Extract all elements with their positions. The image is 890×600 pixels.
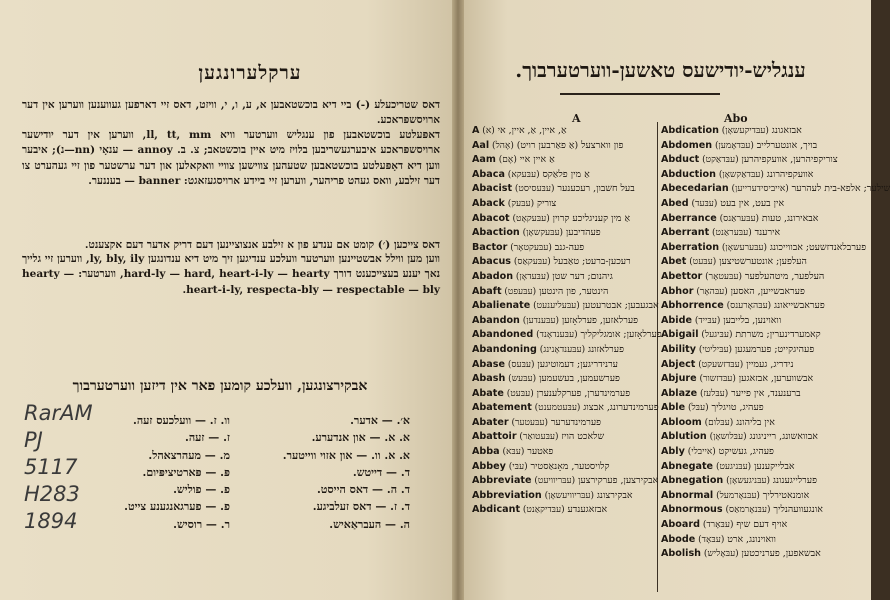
definition: פערלאזונג (588, 343, 624, 355)
dictionary-entry (661, 460, 861, 475)
dictionary-entry (661, 285, 861, 300)
definition: אבקירצען, פערקירצען (577, 475, 659, 487)
headword: Abnegate (661, 460, 714, 472)
definition: העלפען; אונטערשטיצען (719, 256, 807, 268)
paragraph-1: דאס שטריכעלע (-) ביי דיא בוכשטאבען א, ע, ו, י, וויזט, דאס זיי דארפען געווענען ווערען אין דער ארויסשפּראכע. (22, 99, 440, 127)
headword: Abduct (661, 154, 700, 166)
dictionary-entry (661, 182, 890, 197)
definition: ערנידריגען; דעמוטיגען (537, 358, 618, 370)
dictionary-entry (472, 299, 659, 314)
headword: Abode (661, 533, 696, 545)
headword: Abacus (472, 256, 511, 268)
pronunciation: (עבּעטמענט) (531, 403, 584, 414)
dictionary-entry (661, 197, 861, 212)
headword: Abettor (661, 270, 703, 282)
dictionary-entry (472, 401, 659, 416)
headword: Abnegation (661, 475, 724, 487)
definition: אויף דעם שיף (736, 519, 788, 531)
headword: Abecedarian (661, 183, 729, 195)
headword: Aal (472, 139, 490, 151)
pronunciation: (עבּריוויעט) (531, 476, 578, 487)
headword: Abate (472, 387, 504, 399)
headword: Aam (472, 154, 496, 166)
definition: בעל חשבון, רעכענער (557, 183, 635, 195)
dictionary-entry (472, 343, 656, 358)
definition: וואוינונג, ארט (727, 533, 776, 545)
headword: Abalienate (472, 300, 531, 312)
headword: Abide (661, 314, 692, 326)
headword: Abed (661, 197, 689, 209)
pronunciation: (עבּעס) (504, 359, 538, 370)
headword: Abhor (661, 285, 694, 297)
definition: פערשעמען, בעשעמען (538, 373, 620, 385)
dictionary-entry (472, 387, 656, 402)
abbreviations-column-left (110, 412, 230, 533)
call-number-line: 5117 (24, 455, 78, 479)
pronunciation: (עבּעד) (688, 198, 721, 209)
abbreviation: א. א. — און אנדערע. (311, 431, 410, 445)
pronunciation: (עבּריוויעשאָן) (541, 490, 597, 501)
pronunciation: (עבּי) (505, 461, 531, 472)
pronunciation: (עבּענדאָנינג) (536, 344, 588, 355)
definition: פעהיג, טויגליך (711, 402, 764, 414)
pronunciation: (א) (479, 126, 498, 136)
definition: שילער; אלפא-בית לעהרער (791, 183, 890, 195)
abbreviation: פ. — פוליש. (173, 483, 230, 497)
headword: Able (661, 402, 686, 414)
dictionary-entry (661, 474, 861, 489)
dictionary-entry (661, 226, 861, 241)
running-head: Abo (724, 112, 748, 125)
headword: Abash (472, 373, 506, 385)
pronunciation: (עבּעטאָר) (702, 271, 745, 282)
headword: Abjure (661, 373, 697, 385)
dictionary-column-2 (661, 124, 890, 562)
headword: Abaca (472, 168, 505, 180)
pronunciation: (עבּנאָרמאַס) (722, 505, 774, 516)
dictionary-entry (472, 474, 659, 489)
pronunciation: (עבּעש) (505, 374, 539, 385)
dictionary-entry (661, 518, 861, 533)
pronunciation: (עבּעראַנט) (709, 228, 755, 239)
abbreviation: ד. ז. — דאס זעלביגע. (312, 500, 410, 514)
headword: Aback (472, 197, 505, 209)
abbreviation: א. א. וו. — און אזוי ווייטער. (282, 448, 410, 462)
definition: העלפער, מיטהעלפער (744, 270, 825, 282)
left-page-title: ערקלערונגען (198, 62, 302, 84)
definition: פערמינדערן, פערקלענערן (536, 387, 631, 399)
headword: Abacot (472, 212, 510, 224)
abbreviation: וו. ז. — וועלכעס זעה. (133, 414, 230, 427)
headword: Ability (661, 343, 696, 355)
pronunciation: (אֶם) (495, 155, 520, 166)
definition: אין בליהונג (736, 416, 775, 428)
definition: אבקירצונג (596, 489, 633, 501)
headword: Abandoning (472, 343, 537, 355)
definition: אבשאפען, פערניכטען (741, 548, 821, 560)
headword: Bactor (472, 241, 508, 253)
definition: קלויסטער, מאָנאַסטיר (530, 460, 610, 472)
dictionary-entry (661, 533, 861, 548)
definition: פערלייגענונג (772, 475, 818, 487)
book-spine (452, 0, 464, 600)
headword: Aberrance (661, 212, 717, 224)
pronunciation: (עבּלושאָן) (706, 432, 750, 443)
pronunciation: (עבּערעשאָן) (719, 242, 770, 253)
section-letter: A (572, 112, 581, 125)
dictionary-entry (472, 489, 656, 504)
pronunciation: (עבּהאָרענס) (723, 301, 775, 312)
pronunciation: (עבּאָד) (695, 534, 728, 545)
headword: Abolish (661, 548, 702, 560)
dictionary-entry (661, 489, 861, 504)
headword: Abnormal (661, 489, 714, 501)
definition: אבזאגענדע (567, 504, 608, 516)
pronunciation: (עבּניגעט) (713, 461, 755, 472)
definition: פאטער (527, 446, 554, 458)
pronunciation: (עבּאָרד) (699, 520, 737, 531)
pronunciation: (עבּעסיסט) (512, 184, 558, 195)
definition: אבלייקענען (754, 460, 795, 472)
dictionary-entry (661, 212, 861, 227)
abbreviation: פּ. — פּארטיציפּיום. (142, 465, 230, 479)
pronunciation: (עבּלעז) (697, 388, 732, 399)
definition: פערבלאנדזשעט; אבווייכונג (769, 241, 867, 253)
abbreviation: פ. — פערגאנגענע צייט. (124, 500, 230, 514)
headword: Aberration (661, 241, 720, 253)
definition: פערלאזען, פערלאָזען (561, 314, 639, 326)
dictionary-entry (472, 358, 656, 373)
definition: הינטער, פון הינטען (538, 285, 609, 297)
definition: בויך, אונטערלייב (756, 139, 818, 151)
pronunciation: (עבּדאַקט) (699, 155, 742, 166)
dictionary-entry (472, 270, 656, 285)
pronunciation: (עבּדזשעקט) (695, 359, 747, 370)
dictionary-entry (661, 401, 861, 416)
definition: וואוינען, בלייבען (723, 314, 782, 326)
abbreviation: ר. — רוסיש. (173, 517, 230, 531)
dictionary-entry (661, 343, 861, 358)
pronunciation: (עבּנאָרמעל) (713, 490, 763, 501)
definition: שלאכט הויז (561, 431, 605, 443)
abbreviation: ז. — זעה. (184, 431, 230, 445)
dictionary-entry (472, 460, 656, 475)
pronunciation: (עבּענדאָנד) (533, 330, 581, 341)
dictionary-entry (472, 226, 656, 241)
pronunciation: (עבּניגעשאָן) (723, 476, 773, 487)
headword: Abduction (661, 168, 716, 180)
pronunciation: (עבּיגעל) (698, 330, 736, 341)
headword: Abandoned (472, 329, 534, 341)
abbreviation: ד. ה. — דאס הייסט. (316, 483, 410, 497)
pronunciation: (עבּלום) (701, 417, 737, 428)
call-number-line: H283 (24, 482, 80, 506)
dictionary-entry (661, 124, 861, 139)
dictionary-entry (661, 547, 861, 562)
definition: פערמינדערער (550, 416, 602, 428)
pronunciation: (אייביסידערייען) (728, 184, 792, 195)
headword: Aberrant (661, 227, 710, 239)
headword: Ablaze (661, 387, 698, 399)
pronunciation: (עבּעפט) (501, 286, 539, 297)
dictionary-entry (661, 445, 861, 460)
definition: פערלאָזען; אומגליקליך (580, 329, 662, 341)
pronunciation: (עבּענדען) (519, 315, 562, 326)
definition: אַ איין איי (519, 154, 555, 166)
headword: Abaction (472, 227, 520, 239)
headword: Ably (661, 446, 685, 458)
abbreviation: מ. — מעהרצאהל. (148, 448, 230, 462)
dictionary-entry (661, 255, 861, 270)
dictionary-entry (661, 372, 861, 387)
dictionary-entry (472, 503, 656, 518)
dictionary-entry (472, 445, 656, 460)
definition: צוריקפיהרען, אוועקפיהרען (741, 154, 838, 166)
definition: פעראבשייען, האסען (730, 285, 805, 297)
headword: Abject (661, 358, 696, 370)
pronunciation: (עבּאָליש) (701, 549, 742, 560)
definition: פעראבשייאונג (774, 300, 825, 312)
definition: אַ מין פלאַקס (542, 168, 590, 180)
pronunciation: (עבּעטואַר) (516, 432, 562, 443)
dictionary-entry (661, 430, 861, 445)
definition: אבוואשונג, רייניגונג (749, 431, 818, 443)
headword: Abase (472, 358, 505, 370)
pronunciation: (עבּדיקאַנט) (520, 505, 568, 516)
abbreviations-heading: אבקירצונגען, וועלכע קומען פאר אין דיזען ווערטערבוך (72, 378, 368, 394)
dictionary-entry (661, 139, 861, 154)
dictionary-entry (661, 358, 861, 373)
pronunciation: (עבּעט) (503, 388, 537, 399)
definition: פעה-גנב (554, 241, 585, 253)
dictionary-entry (472, 416, 656, 431)
abbreviation: ד. — דייטש. (352, 465, 410, 479)
pronunciation: (עבּעקאַס) (511, 257, 554, 268)
dictionary-entry (472, 255, 656, 270)
dictionary-entry (661, 503, 861, 518)
definition: אבזאגונג (771, 125, 802, 136)
pronunciation: (עבּעקשאָן) (519, 228, 566, 239)
pronunciation: (עבּדאַקשאָן) (715, 169, 767, 180)
definition: אירענד (754, 227, 781, 239)
abbreviations-column-right (230, 412, 410, 533)
headword: Abadon (472, 270, 514, 282)
dictionary-entry (472, 328, 662, 343)
definition: צוריק (536, 197, 557, 209)
definition: אומנאטירליך (762, 489, 810, 501)
headword: Abdication (661, 125, 719, 136)
headword: Abhorrence (661, 300, 724, 312)
library-call-number (24, 400, 94, 535)
dictionary-entry (661, 416, 861, 431)
headword: Abbreviation (472, 489, 542, 501)
headword: Aboard (661, 519, 700, 531)
dictionary-entry (472, 197, 656, 212)
call-number-line: PJ (24, 428, 43, 452)
definition: פעהיג, געשיקט (718, 446, 774, 458)
pronunciation: (עבּעראַנס) (716, 213, 762, 224)
pronunciation: (עבּעק) (504, 198, 537, 209)
definition: גיהנום; דער שטן (552, 270, 613, 282)
definition: אוועקפיהרונג (766, 168, 814, 180)
headword: Abacist (472, 183, 513, 195)
headword: Abdicant (472, 504, 521, 516)
dictionary-entry (472, 124, 656, 139)
headword: Abba (472, 446, 500, 458)
definition: אונגעוועהנליך (773, 504, 823, 516)
paragraph-4: ווען מען ווילל אבשטיינען ווערטער וועלכע ענדיגען זיך מיט דיא ענדונגען ly, bly, ily, ווערען זיי גלייך נאך יענע בעצייכענט דורך hard-ly — hard, heart-i-ly — hearty, ווערטער: hearty — heart-i-ly, respecta-bly — respectable — bly. (22, 253, 441, 296)
headword: Abbreviate (472, 475, 532, 487)
pronunciation: (עבּייד) (691, 315, 724, 326)
pronunciation: (עבּל) (685, 403, 712, 414)
abbreviation: ה. — העבראַאיש. (329, 517, 410, 531)
headword: Abatement (472, 402, 532, 414)
pronunciation: (עבּדאָמען) (712, 140, 757, 151)
pronunciation: (אֶהל) (489, 140, 517, 151)
headword: Abater (472, 416, 509, 428)
definition: פעהיגקייט; פערמעגען (734, 343, 815, 355)
dictionary-entry (472, 372, 656, 387)
headword: A (472, 125, 480, 136)
definition: פערמינדערונג, אבצוג (583, 402, 659, 414)
headword: Abet (661, 256, 687, 268)
definition: אבגעבען; אבטרעטען (582, 300, 659, 312)
dictionary-entry (661, 168, 861, 183)
pronunciation: (עבּיליטי) (696, 344, 735, 355)
column-divider (657, 122, 658, 592)
pronunciation: (עבּעטער) (508, 417, 551, 428)
dictionary-column-1 (472, 124, 662, 518)
call-number-line: 1894 (24, 509, 78, 533)
headword: Abdomen (661, 139, 713, 151)
dictionary-entry (661, 153, 861, 168)
definition: אַ מין קעניגליכע קרוין (552, 212, 631, 224)
dictionary-entry (661, 328, 861, 343)
definition: אין בעט, אין בעט (720, 197, 785, 209)
pronunciation: (עבּעליענעט) (530, 301, 583, 312)
dictionary-entry (472, 139, 656, 154)
pronunciation: (עבּא) (499, 447, 528, 458)
paragraph-2: דאפּעלטע בוכשטאבען פון ענגליש ווערטער וויא ll, tt, mm, ווערען אין דער יודישער ארויסשפּראכע איבערגעשריבען בלויז מיט איין בוכשטאב; צ. ב. annoy — ענאָי (nn—נ); איבער ווען דיא דאָפּעלטע בוכשטאבען שטעהען צווישען צוויי וואקאלען און דער ערשטער פון זיי געהערט צו דער זילבע, וואס געהט פריהער, ווערען זיי ביידע ארויסגעזאגט: banner — בעננער. (22, 129, 440, 187)
pronunciation: (אייבלי) (684, 447, 719, 458)
headword: Abbey (472, 460, 506, 472)
dictionary-entry (472, 212, 656, 227)
abbreviation: א׳. — אדער. (350, 414, 410, 427)
definition: פון ווארצעל (אַ פאַרבען רויט) (516, 139, 624, 151)
paragraph-3: דאס צייכען (׳) קומט אם ענדע פון א זילבע אנצוציינען דעם דריק אדער דעם אקצענט. (84, 239, 440, 251)
definition: קאמערדינערין; משרתת (735, 329, 821, 341)
headword: Abnormous (661, 504, 723, 516)
dictionary-entry (472, 285, 656, 300)
dictionary-entry (661, 299, 861, 314)
headword: Abattoir (472, 431, 517, 443)
definition: ברענענד, אין פייער (731, 387, 801, 399)
pronunciation: (עבּעקא) (504, 169, 543, 180)
headword: Ablution (661, 431, 707, 443)
pronunciation: (עבּעט) (686, 257, 720, 268)
pronunciation: (עבּדיקעשאָן) (718, 126, 772, 136)
headword: Abloom (661, 416, 702, 428)
definition: רעכען-ברעט; טאַבעל (553, 256, 631, 268)
dictionary-entry (472, 182, 656, 197)
definition: נידריג, געמיין (746, 358, 794, 370)
dictionary-entry (472, 430, 656, 445)
pronunciation: (עבּעקאָט) (509, 213, 553, 224)
dictionary-entry (472, 153, 656, 168)
dictionary-entry (472, 314, 656, 329)
definition: אבשווערען, אבזאגען (738, 373, 814, 385)
right-page-title: ענגליש-יודישעס טאשען-ווערטערבוך. (515, 58, 806, 82)
dictionary-entry (661, 387, 861, 402)
definition: פעהדיבען (565, 227, 601, 239)
dictionary-entry (661, 270, 861, 285)
dictionary-entry (661, 314, 861, 329)
title-rule (560, 93, 720, 95)
pronunciation: (עבּעקטאָר) (507, 242, 555, 253)
dictionary-entry (661, 241, 867, 256)
pronunciation: (עבּהאָר) (693, 286, 731, 297)
headword: Abandon (472, 314, 520, 326)
pronunciation: (עבּעדאָן) (513, 271, 553, 282)
pronunciation: (עבּדזשור) (696, 374, 739, 385)
dictionary-entry (472, 168, 656, 183)
dictionary-entry (472, 241, 656, 256)
definition: אבאירונג, טעות (761, 212, 819, 224)
headword: Abaft (472, 285, 502, 297)
headword: Abigail (661, 329, 699, 341)
call-number-line: RarAM (24, 401, 93, 425)
definition: אַ, איין, אַ, איין, אי (497, 125, 567, 136)
